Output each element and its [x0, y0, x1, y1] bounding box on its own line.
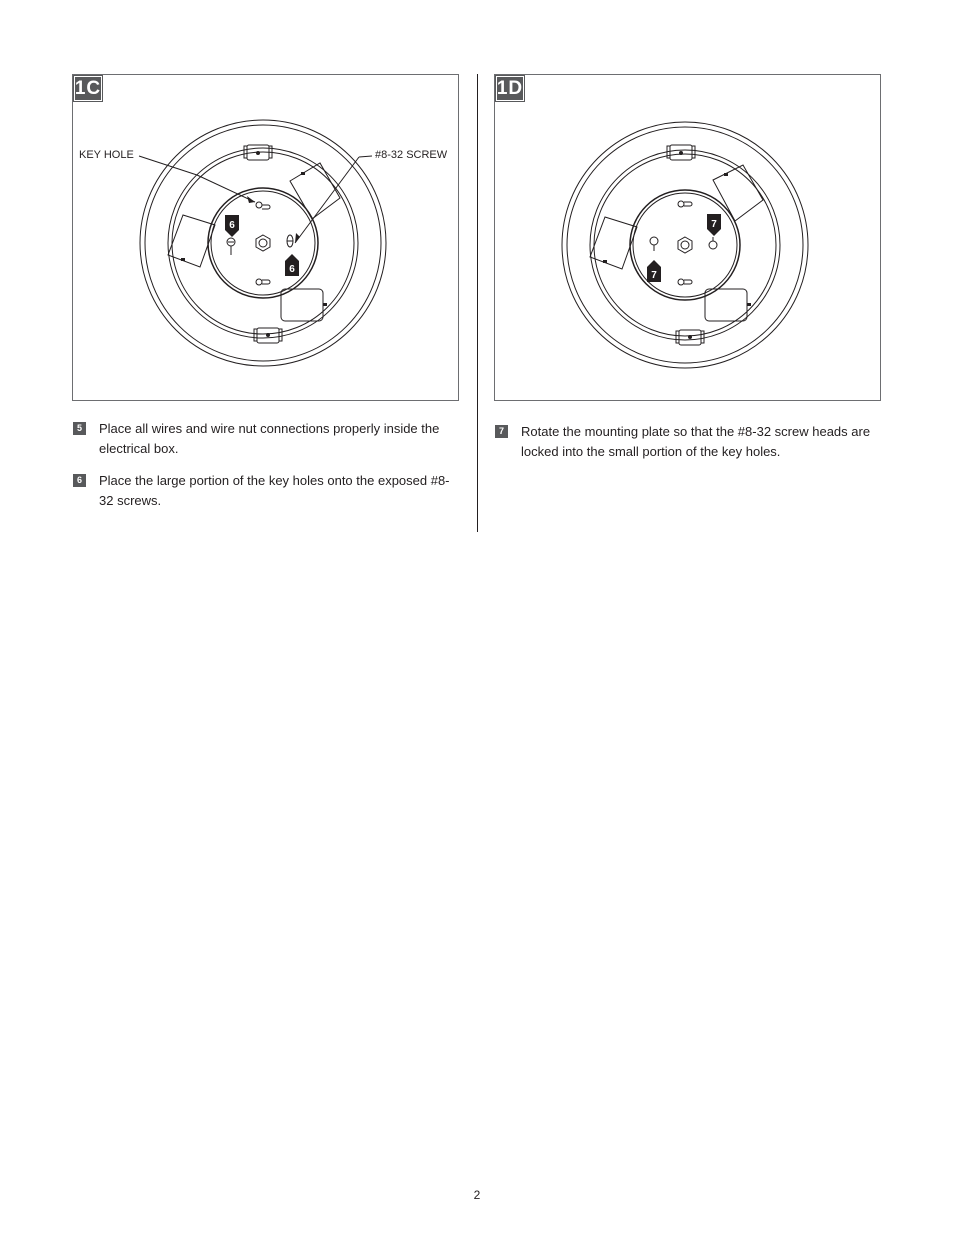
- screw-leader: [359, 156, 372, 157]
- step-number: 5: [73, 422, 86, 435]
- electrical-box-inner: [211, 191, 315, 295]
- screw-right: [709, 237, 717, 249]
- key-hole-leader: [139, 156, 197, 175]
- mounting-ring-inner: [172, 152, 354, 334]
- key-hole-top: [678, 201, 692, 207]
- steps-right: [495, 422, 885, 474]
- figure-tag: 1D: [495, 75, 525, 102]
- figure-tag: 1C: [73, 75, 103, 102]
- center-nut: [678, 237, 692, 253]
- column-divider: [477, 74, 478, 532]
- callout-6-right-text: 6: [289, 264, 295, 275]
- step-text: Place the large portion of the key holes onto the exposed #8-32 screws.: [99, 473, 450, 508]
- callout-7-left-text: 7: [651, 270, 657, 281]
- figure-1c: [72, 74, 459, 401]
- mounting-ring-outer: [168, 148, 358, 338]
- callout-7-right-text: 7: [711, 219, 717, 230]
- screw-left: [650, 237, 658, 251]
- screw-left: [227, 238, 235, 255]
- center-nut: [256, 235, 270, 251]
- screw-right: [287, 235, 293, 247]
- mounting-plate-diagram: [73, 75, 460, 402]
- key-hole-bottom: [678, 279, 692, 285]
- key-hole-label: KEY HOLE: [79, 149, 134, 161]
- step-number: 6: [73, 474, 86, 487]
- canopy-outer-ring: [140, 120, 386, 366]
- step-text: Rotate the mounting plate so that the #8-32 screw heads are locked into the small portion of the key holes.: [521, 424, 871, 459]
- figure-1d: [494, 74, 881, 401]
- clip-upper-right: [290, 163, 340, 219]
- screw-label: #8-32 SCREW: [375, 149, 448, 161]
- step-number: 7: [495, 425, 508, 438]
- step-item: [73, 419, 453, 459]
- page-number: 2: [473, 1188, 481, 1202]
- step-text: Place all wires and wire nut connections properly inside the electrical box.: [99, 421, 440, 456]
- step-item: [73, 471, 453, 511]
- center-hole: [259, 239, 267, 247]
- clip-upper-right: [713, 165, 763, 221]
- steps-left: [73, 419, 453, 523]
- mounting-plate-rotated-diagram: [495, 75, 882, 402]
- key-hole-top: [256, 202, 270, 209]
- callout-6-left-text: 6: [229, 220, 235, 231]
- key-hole-bottom: [256, 279, 270, 285]
- step-item: [495, 422, 885, 462]
